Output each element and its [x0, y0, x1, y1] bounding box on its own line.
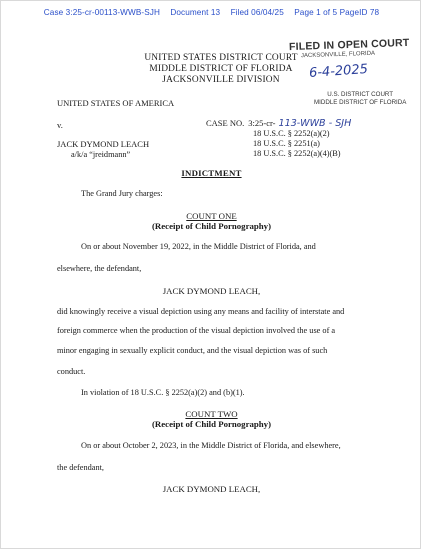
count-one-charge-line: foreign commerce when the production of the visual depiction involved the use of a	[57, 326, 336, 335]
defendant-name: JACK DYMOND LEACH	[57, 139, 150, 149]
district-court-stamp-line1: U.S. DISTRICT COURT	[327, 91, 394, 98]
case-number-handwritten: 113-WWB - SJH	[278, 118, 352, 129]
count-two-paragraph-line: On or about October 2, 2023, in the Middle District of Florida, and elsewhere,	[81, 441, 341, 450]
count-two-subheading: (Receipt of Child Pornography)	[152, 419, 271, 429]
grand-jury-line: The Grand Jury charges:	[81, 189, 163, 198]
count-one-paragraph-line: On or about November 19, 2022, in the Middle District of Florida, and	[81, 242, 316, 251]
plaintiff-name: UNITED STATES OF AMERICA	[57, 98, 175, 108]
case-number-header: Case 3:25-cr-00113-WWB-SJH	[43, 8, 160, 17]
case-number-prefix: 3:25-cr-	[248, 118, 276, 128]
statute-list	[253, 129, 341, 159]
count-one-defendant-name: JACK DYMOND LEACH,	[162, 286, 261, 296]
count-one-charge-line: conduct.	[57, 367, 86, 376]
filed-stamp: FILED IN OPEN COURT	[288, 36, 410, 54]
district-court-stamp	[314, 91, 406, 107]
count-one-title	[1, 211, 421, 231]
filed-stamp-location: JACKSONVILLE, FLORIDA	[300, 50, 376, 60]
count-two-defendant-name: JACK DYMOND LEACH,	[162, 484, 261, 494]
document-number-header: Document 13	[170, 8, 221, 17]
document-title: INDICTMENT	[181, 168, 242, 178]
court-heading	[121, 53, 321, 86]
defendant-alias: a/k/a “jreidmann”	[71, 150, 131, 159]
count-one-charge-line: did knowingly receive a visual depiction using any means and facility of interstate and	[57, 307, 345, 316]
count-one-heading: COUNT ONE	[186, 211, 237, 221]
count-two-paragraph-line: the defendant,	[57, 463, 104, 472]
count-one-subheading: (Receipt of Child Pornography)	[152, 221, 271, 231]
statute-item: 18 U.S.C. § 2252(a)(2)	[253, 129, 330, 138]
page-info-header: Page 1 of 5 PageID 78	[294, 8, 380, 17]
ecf-header	[1, 8, 421, 17]
district-court-stamp-line2: MIDDLE DISTRICT OF FLORIDA	[314, 99, 407, 106]
case-number-line	[206, 118, 351, 129]
statute-item: 18 U.S.C. § 2251(a)	[253, 139, 320, 148]
statute-item: 18 U.S.C. § 2252(a)(4)(B)	[253, 149, 341, 158]
count-two-title	[1, 409, 421, 429]
court-division: JACKSONVILLE DIVISION	[162, 75, 280, 85]
court-name: UNITED STATES DISTRICT COURT	[144, 53, 298, 63]
count-two-heading: COUNT TWO	[185, 409, 238, 419]
count-one-violation: In violation of 18 U.S.C. § 2252(a)(2) and (b)(1).	[81, 388, 245, 397]
handwritten-date: 6-4-2025	[308, 61, 369, 82]
count-one-charge-line: minor engaging in sexually explicit conduct, and the visual depiction was of such	[57, 346, 328, 355]
filed-date-header: Filed 06/04/25	[230, 8, 284, 17]
case-number-label: CASE NO.	[206, 118, 245, 128]
count-one-paragraph-line: elsewhere, the defendant,	[57, 264, 142, 273]
court-district: MIDDLE DISTRICT OF FLORIDA	[149, 64, 293, 74]
versus: v.	[57, 120, 63, 130]
